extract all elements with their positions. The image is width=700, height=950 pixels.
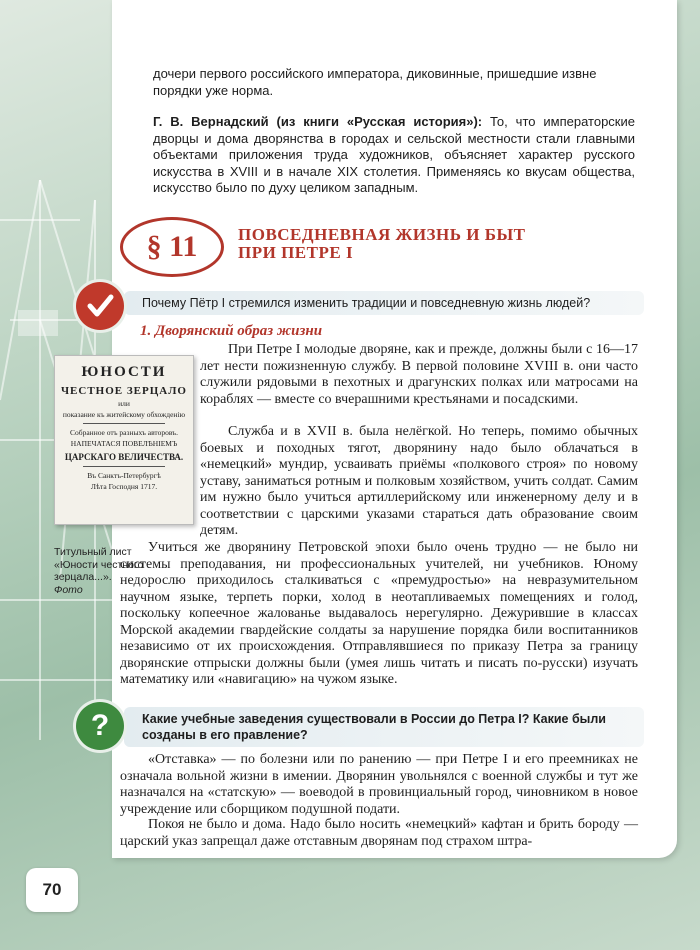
book-line5: Собранное отъ разныхъ авторовъ. xyxy=(70,428,178,437)
quote-author: Г. В. Вернадский (из книги «Русская история»): xyxy=(153,114,483,129)
book-line3: или xyxy=(118,399,130,408)
book-line1: ЮНОСТИ xyxy=(81,364,167,380)
book-line8: Въ Санктъ-Петербургѣ xyxy=(87,471,161,480)
section-title-line1: ПОВСЕДНЕВНАЯ ЖИЗНЬ И БЫТ xyxy=(238,225,526,244)
historian-quote xyxy=(153,114,635,197)
book-divider xyxy=(83,423,166,424)
book-line7: ЦАРСКАГО ВЕЛИЧЕСТВА. xyxy=(64,452,184,462)
subheading: 1. Дворянский образ жизни xyxy=(140,323,323,339)
paragraph-5: Покоя не было и дома. Надо было носить «немецкий» кафтан и брить бороду — царский указ запрещал даже отставным дворянам под страхом штра- xyxy=(120,817,638,849)
paragraph-2: Служба и в XVII в. была нелёгкой. Но теперь, помимо обычных боевых и походных тягот, дворянину надо было облачаться в «немецкий» мундир, усваивать приёмы «полкового строя» по новому уставу, заниматься ротным и полковым хозяйством, учить солдат. Самим им нужно было учиться артиллерийскому или инженерному делу и в соответствии с царскими указами стараться дать образование своим детям. xyxy=(200,424,638,538)
paragraph-3a: Учиться же дворянину Петровской эпохи было очень трудно — не было ни системы преподавания, ни профессиональных учителей, ни учебников. xyxy=(120,540,638,572)
section-title-line2: ПРИ ПЕТРЕ I xyxy=(238,243,354,262)
book-line2: ЧЕСТНОЕ ЗЕРЦАЛО xyxy=(60,385,187,397)
quote-text: То, что императорские дворцы и дома дворянства в городах и сельской местности стали главными объектами приложения труда художников, объясняет характер русского искусства в XVIII и в начале XIX столетия. Применяясь ко вкусам общества, искусство было по духу целиком западным. xyxy=(153,114,635,195)
book-line6: НАПЕЧАТАСЯ ПОВЕЛѢНІЕМЪ xyxy=(70,439,178,448)
book-line9: Лѣта Господня 1717. xyxy=(90,482,158,491)
book-title-page-image xyxy=(54,355,194,525)
book-line4: показание къ житейскому обхожденію xyxy=(62,410,186,419)
main-question: Почему Пётр I стремился изменить традиции и повседневную жизнь людей? xyxy=(124,291,644,315)
section-title xyxy=(238,226,568,262)
paragraph-1: При Петре I молодые дворяне, как и прежде, должны были с 16—17 лет нести пожизненную службу. В первой половине XVIII в. они часто служили рядовыми в пехотных и драгунских полках или матросами на кораблях — вместе со вчерашними крестьянами и посадскими. xyxy=(200,342,638,407)
paragraph-4: «Отставка» — по болезни или по ранению — при Петре I и его преемниках не означала вольной жизни в имении. Дворянин увольнялся с военной службы и тут же назначался на «статскую» — воеводой в провинциальный город, чиновником в новое учреждение или сборщиком подушной подати. xyxy=(120,752,638,817)
section-number: § 11 xyxy=(120,217,224,277)
paragraph-3 xyxy=(120,540,638,689)
question-mark-icon: ? xyxy=(76,702,124,750)
checkmark-icon xyxy=(76,282,124,330)
question-2: Какие учебные заведения существовали в России до Петра I? Какие были созданы в его правление? xyxy=(124,707,644,747)
caption-text: Титульный лист «Юности честного зерцала...». xyxy=(54,546,144,583)
book-divider-2 xyxy=(83,466,166,467)
caption-source: Фото xyxy=(54,583,83,596)
paragraph-3b: Юному недорослю приходилось сталкиваться с «премудростью» на невразумительном научном языке, терпеть порки, холод в неотапливаемых помещениях и голод, поскольку копеечное жалованье выдавалось нерегулярно. Дежурившие в классах Морской академии гвардейские солдаты за нарушение порядка били воспитанников независимо от их происхождения. Отправлявшиеся по приказу Петра за границу дворянские отпрыски должны были (умея лишь читать и писать по-русски) изучать математику или «навигацию» на чужом языке. xyxy=(120,556,638,687)
intro-text: дочери первого российского императора, диковинные, пришедшие извне порядки уже норма. xyxy=(153,66,597,98)
page-number: 70 xyxy=(26,868,78,912)
